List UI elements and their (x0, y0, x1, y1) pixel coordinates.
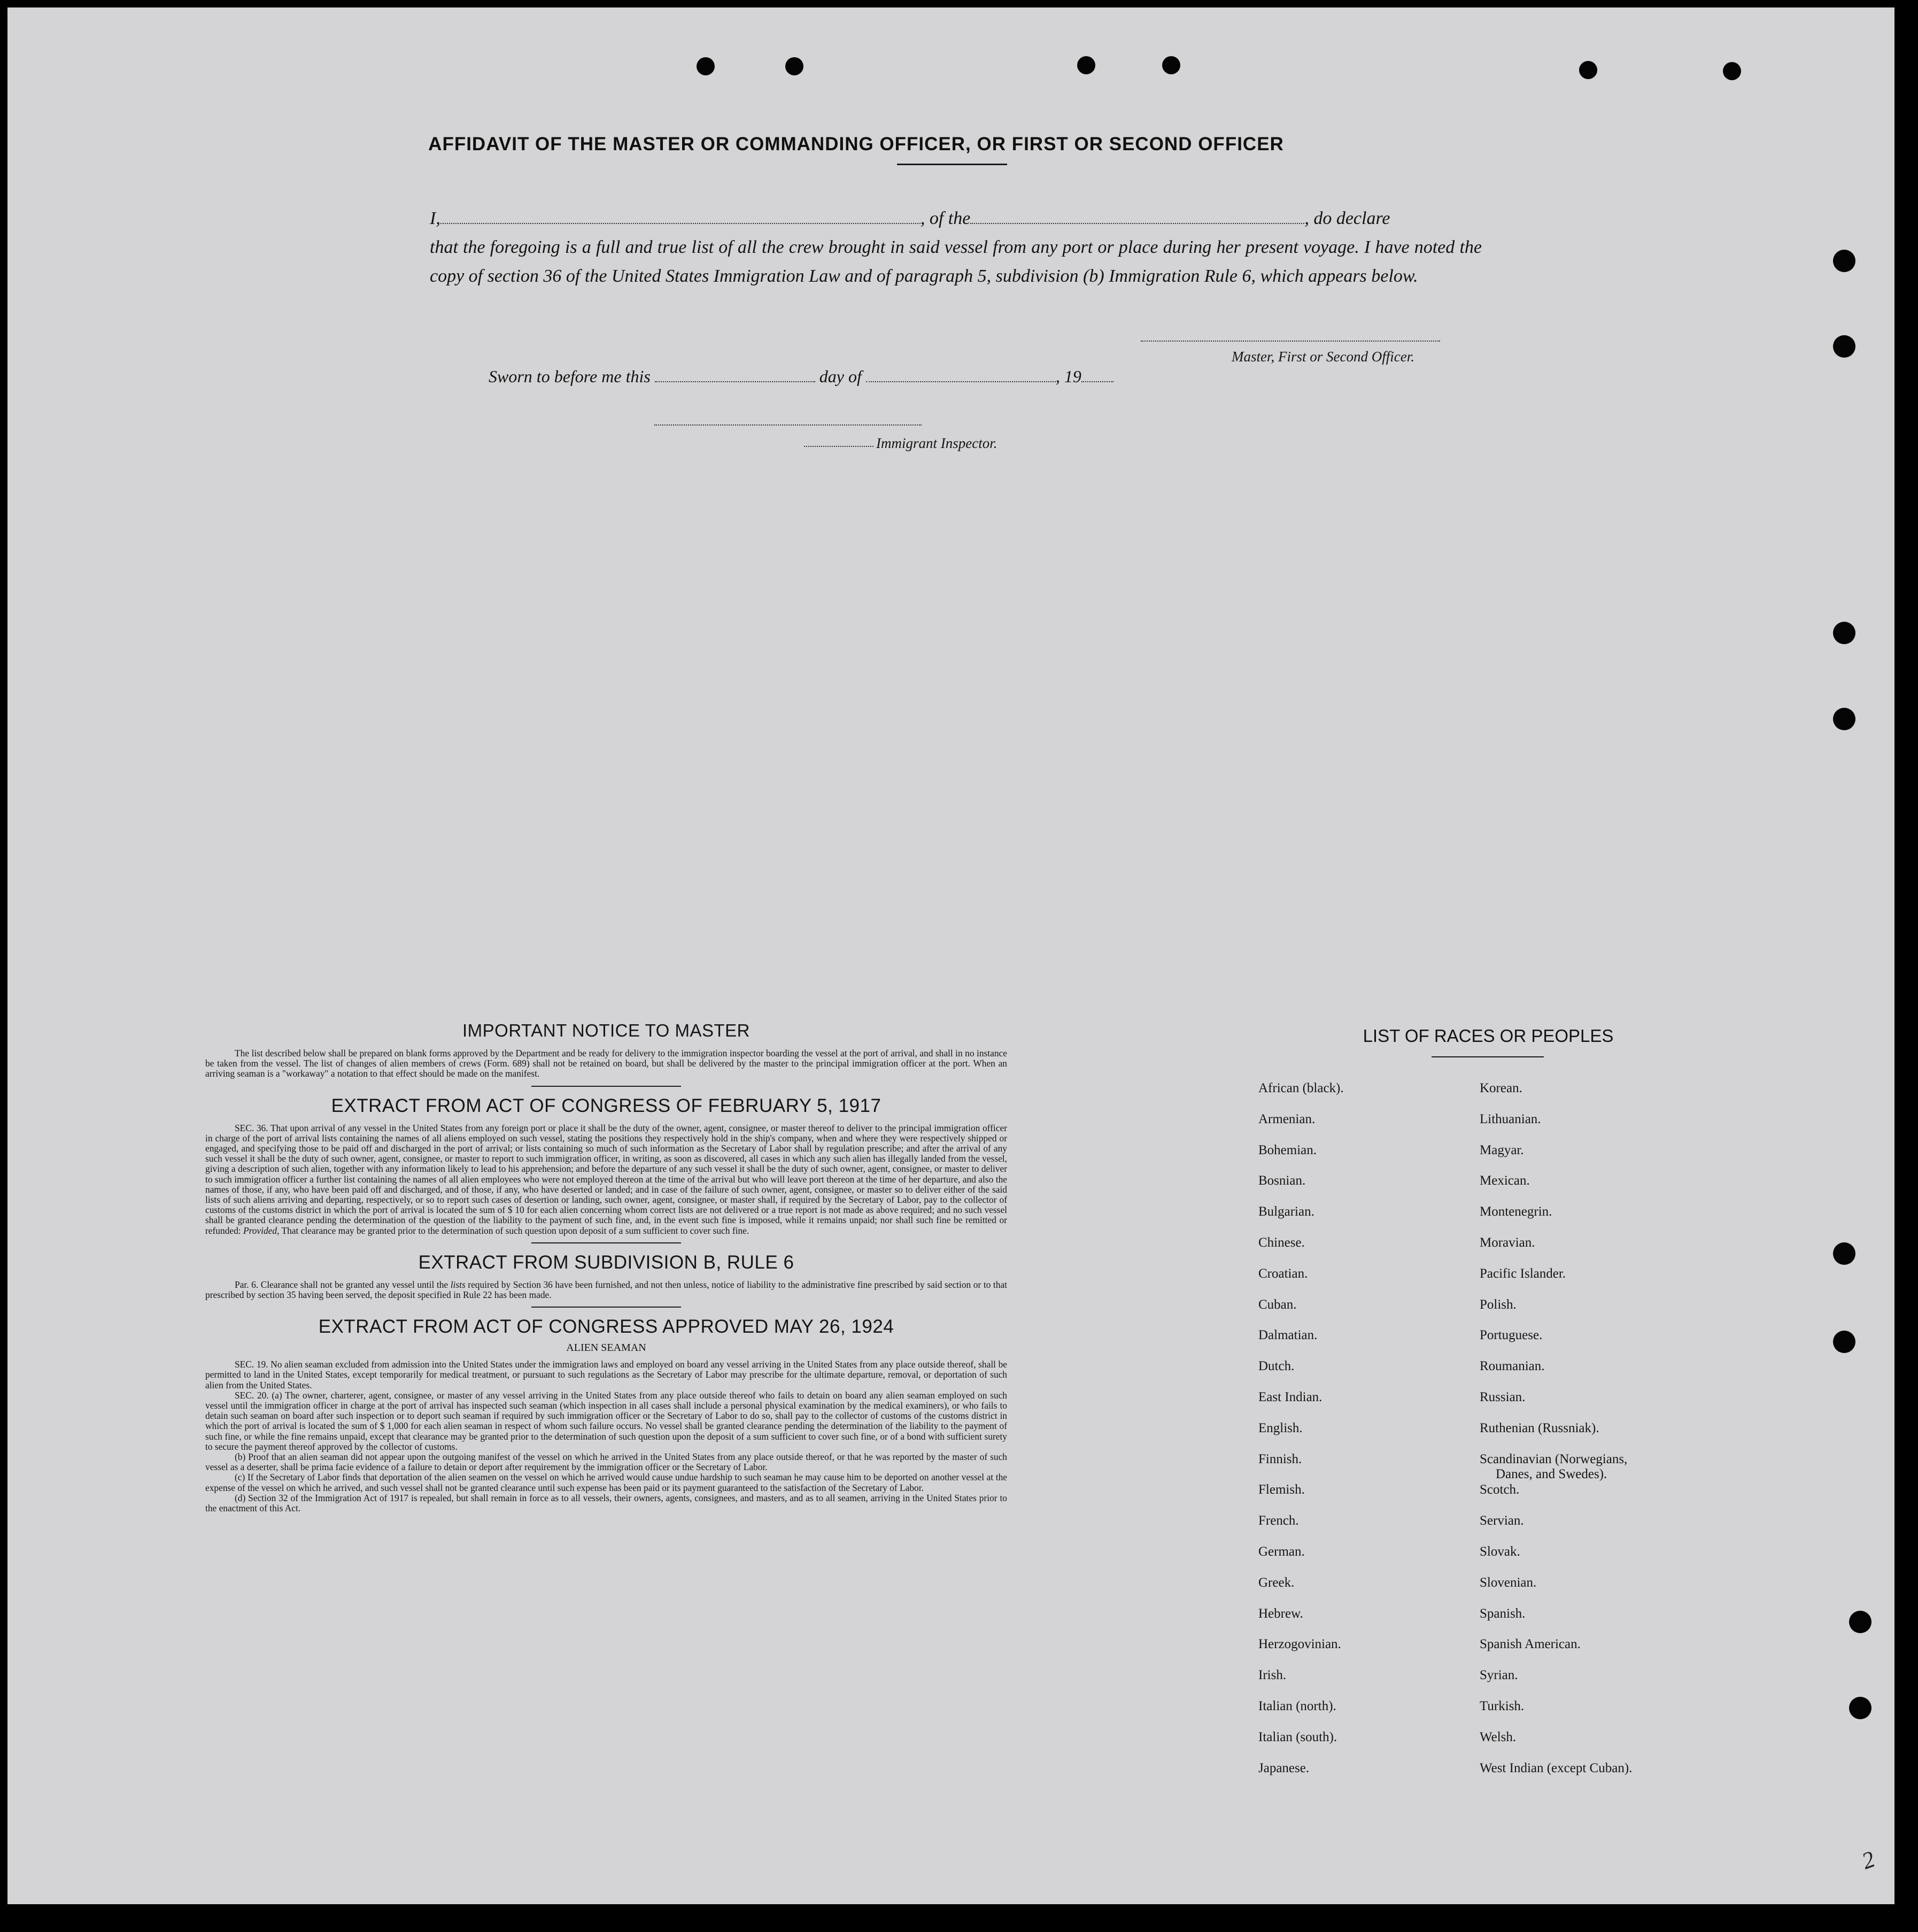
race-item: Greek. (1258, 1575, 1295, 1590)
race-item: Pacific Islander. (1480, 1266, 1566, 1281)
vessel-blank[interactable] (970, 210, 1304, 224)
punch-hole-top-1 (697, 57, 715, 75)
race-item: Mexican. (1480, 1173, 1530, 1188)
punch-hole-top-6 (1723, 62, 1741, 80)
year-blank[interactable] (1081, 368, 1113, 382)
affidavit-body (430, 204, 1482, 291)
race-item: Welsh. (1480, 1729, 1517, 1744)
race-item: African (black). (1258, 1081, 1344, 1095)
of-the-label: , of the (920, 208, 971, 228)
race-item: Scotch. (1480, 1482, 1520, 1497)
inspector-location-blank[interactable] (654, 424, 922, 426)
race-item: Moravian. (1480, 1235, 1535, 1250)
punch-hole-side-3 (1833, 622, 1855, 644)
extract-1917-main: SEC. 36. That upon arrival of any vessel in the United States from any foreign port or place it shall be the duty of the owner, agent, consignee, or master thereof to deliver to the principal immigration officer in charge of the port of arrival lists containing the names of all aliens employed on such vessel, stating the positions they respectively hold in the ship's company, when and where they were respectively shipped or engaged, and specifying those to be paid off and discharged in the port of arrival; or lists containing so much of such information as the Secretary of Labor shall by regulation prescribe; and after the arrival of any such vessel it shall be the duty of such owner, agent, consignee, or master to report to such immigration officer, in writing, as soon as discovered, all cases in which any such alien has illegally landed from the vessel, giving a description of such alien, together with any information likely to lead to his apprehension; and before the departure of any such vessel it shall be the duty of such owner, agent, consignee, or master to deliver to such immigration officer a further list containing the names of all alien employees who were not employed thereon at the time of the arrival but who will leave port thereon at the time of her departure, and also the names of those, if any, who have been paid off and discharged, and of those, if any, who have deserted or landed; and in case of the failure of such owner, agent, consignee, or master so to deliver either of the said lists of such aliens arriving and departing, respectively, or so to report such cases of desertion or landing, such owner, agent, consignee, or master shall, if required by the Secretary of Labor, pay to the collector of customs of the customs district in which the port of arrival is located the sum of $ 10 for each alien concerning whom correct lists are not delivered or a true report is not made as above required; and no such vessel shall be granted clearance pending the determination of the question of the liability to the payment of such fine, and, in the event such fine is imposed, while it remains unpaid; nor shall such fine be remitted or refunded: (205, 1122, 1007, 1236)
extract-1924-sec20c: (c) If the Secretary of Labor finds that deportation of the alien seamen on the vessel on which he arrived would cause undue hardship to such seaman he may cause him to be deported on another vessel at the expense of the vessel on which he arrived, and such vessel shall not be granted clearance until such expense has been paid or its payment guaranteed to the satisfaction of the Secretary of Labor. (205, 1472, 1007, 1493)
inspector-signature-blank[interactable] (804, 446, 873, 447)
race-item: Bulgarian. (1258, 1204, 1314, 1219)
race-item: Italian (north). (1258, 1698, 1336, 1713)
declare-label: , do declare (1304, 208, 1390, 228)
race-item-continuation: Danes, and Swedes). (1496, 1466, 1607, 1481)
legal-notices (205, 1021, 1007, 1513)
punch-hole-side-8 (1849, 1697, 1871, 1719)
officer-signature-blank[interactable] (1141, 341, 1440, 342)
punch-hole-top-4 (1162, 56, 1180, 74)
extract-1917-title: EXTRACT FROM ACT OF CONGRESS OF FEBRUARY 5, 1917 (331, 1095, 881, 1116)
notice-title: IMPORTANT NOTICE TO MASTER (462, 1021, 750, 1040)
divider (531, 1086, 681, 1087)
declaration-line (430, 204, 1482, 233)
race-item: Italian (south). (1258, 1729, 1337, 1744)
affidavit-statement: that the foregoing is a full and true list of all the crew brought in said vessel from any port or place during her present voyage. I have noted the copy of section 36 of the United States Immigration Law and of paragraph 5, subdivision (b) Immigration Rule 6, which appears below. (430, 237, 1482, 286)
sworn-prefix: Sworn to before me this (489, 367, 651, 386)
extract-rule6-title: EXTRACT FROM SUBDIVISION B, RULE 6 (418, 1251, 794, 1273)
extract-1924-sec20b: (b) Proof that an alien seaman did not appear upon the outgoing manifest of the vessel on which he arrived in the United States from any place outside thereof, or that he was reported by the master of such vessel as a deserter, shall be prima facie evidence of a failure to detain or deport after requirement by the immigration officer or the Secretary of Labor. (205, 1451, 1007, 1473)
race-item: Spanish American. (1480, 1637, 1581, 1652)
race-item: Finnish. (1258, 1451, 1302, 1466)
extract-rule6-italic: lists (450, 1279, 466, 1290)
handwritten-page-mark: 2 (1858, 1845, 1878, 1875)
race-item: English. (1258, 1420, 1303, 1435)
race-item: East Indian. (1258, 1389, 1323, 1404)
race-item: Hebrew. (1258, 1606, 1303, 1621)
punch-hole-side-4 (1833, 708, 1855, 730)
title-underline (897, 164, 1007, 165)
race-item: West Indian (except Cuban). (1480, 1760, 1633, 1775)
day-of-label: day of (819, 367, 862, 386)
race-item: Lithuanian. (1480, 1111, 1541, 1126)
races-left-column (1258, 1081, 1344, 1791)
races-title: LIST OF RACES OR PEOPLES (1363, 1026, 1614, 1046)
races-right-column (1480, 1081, 1632, 1791)
race-item: Flemish. (1258, 1482, 1305, 1497)
inspector-label: Immigrant Inspector. (876, 435, 997, 451)
races-title-underline (1432, 1056, 1544, 1057)
extract-rule6-text (205, 1280, 1007, 1300)
extract-1924-subtitle: ALIEN SEAMAN (566, 1342, 646, 1354)
race-item: Ruthenian (Russniak). (1480, 1420, 1599, 1435)
extract-1917-text (205, 1123, 1007, 1236)
extract-1924-sec20a: SEC. 20. (a) The owner, charterer, agent, consignee, or master of any vessel arriving in the United States from any place outside thereof who fails to detain on board any alien seaman employed on such vessel until the immigration officer in charge at the port of arrival has inspected such seaman (which inspection in all cases shall include a personal physical examination by the medical examiners), or who fails to detain such seaman on board after such inspection or to deport such seaman if required by such immigration officer or the Secretary of Labor to do so, shall pay to the collector of customs of the customs district in which the port of arrival is located the sum of $ 1,000 for each alien seaman in respect of whom such failure occurs. No vessel shall be granted clearance pending the determination of the liability to the payment of such fine, or while the fine remains unpaid, except that clearance may be granted prior to the determination of such question upon the deposit of a sum sufficient to cover such fine, or of a bond with sufficient surety to secure the payment thereof approved by the collector of customs. (205, 1389, 1007, 1452)
punch-hole-side-6 (1833, 1331, 1855, 1353)
document-page (7, 7, 1894, 1904)
race-item: Irish. (1258, 1668, 1287, 1683)
race-item: Russian. (1480, 1389, 1526, 1404)
race-item: Croatian. (1258, 1266, 1308, 1281)
race-item: Herzogovinian. (1258, 1637, 1341, 1652)
punch-hole-side-1 (1833, 250, 1855, 272)
race-item: Japanese. (1258, 1760, 1310, 1775)
race-item: Korean. (1480, 1081, 1522, 1095)
race-item: Montenegrin. (1480, 1204, 1552, 1219)
race-item: Magyar. (1480, 1142, 1524, 1157)
punch-hole-side-7 (1849, 1611, 1871, 1633)
punch-hole-side-5 (1833, 1242, 1855, 1265)
punch-hole-top-5 (1579, 61, 1597, 79)
divider (531, 1242, 681, 1243)
race-item: Syrian. (1480, 1668, 1518, 1683)
affidavit-title: AFFIDAVIT OF THE MASTER OR COMMANDING OFFICER, OR FIRST OR SECOND OFFICER (428, 134, 1284, 154)
race-item: Slovak. (1480, 1544, 1520, 1559)
punch-hole-top-2 (785, 57, 803, 75)
punch-hole-side-2 (1833, 335, 1855, 358)
race-item: Servian. (1480, 1513, 1524, 1528)
sworn-line (489, 367, 1113, 387)
race-item: Dutch. (1258, 1359, 1295, 1374)
day-blank[interactable] (655, 368, 815, 382)
divider (531, 1307, 681, 1308)
race-item: Armenian. (1258, 1111, 1316, 1126)
i-label: I, (430, 208, 440, 228)
race-item: Bohemian. (1258, 1142, 1317, 1157)
race-item-scandinavian (1480, 1452, 1632, 1483)
extract-rule6-end: required by Section 36 have been furnished, and not then unless, notice of liability to the administrative fine prescribed by said section or to that prescribed by section 35 having been served, the deposit specified in Rule 22 has been made. (205, 1279, 1007, 1301)
extract-1924-title: EXTRACT FROM ACT OF CONGRESS APPROVED MAY 26, 1924 (318, 1316, 894, 1338)
race-item: Roumanian. (1480, 1359, 1545, 1374)
race-item: German. (1258, 1544, 1305, 1559)
race-item: Bosnian. (1258, 1173, 1306, 1188)
race-item: Chinese. (1258, 1235, 1305, 1250)
race-item: Dalmatian. (1258, 1328, 1318, 1343)
race-item: Turkish. (1480, 1698, 1525, 1713)
punch-hole-top-3 (1077, 56, 1095, 74)
extract-rule6-main: Par. 6. Clearance shall not be granted any vessel until the (235, 1279, 451, 1290)
race-item: Portuguese. (1480, 1328, 1543, 1343)
race-item: Slovenian. (1480, 1575, 1537, 1590)
race-item: Cuban. (1258, 1297, 1297, 1312)
extract-1924-sec20d: (d) Section 32 of the Immigration Act of 1917 is repealed, but shall remain in force as to all vessels, their owners, agents, consignees, and masters, and as to all seamen, arriving in the United States prior to the enactment of this Act. (205, 1492, 1007, 1514)
officer-signature-label: Master, First or Second Officer. (1232, 349, 1414, 365)
year-prefix: , 19 (1055, 367, 1081, 386)
race-item: Polish. (1480, 1297, 1517, 1312)
race-item: French. (1258, 1513, 1299, 1528)
extract-1917-end: That clearance may be granted prior to the determination of such question upon deposit of a sum sufficient to cover such fine. (279, 1225, 749, 1236)
race-item-text: Scandinavian (Norwegians, (1480, 1451, 1628, 1466)
month-blank[interactable] (866, 368, 1056, 382)
name-blank[interactable] (440, 210, 921, 224)
race-item: Spanish. (1480, 1606, 1526, 1621)
extract-1924-sec19: SEC. 19. No alien seaman excluded from admission into the United States under the immigration laws and employed on board any vessel arriving in the United States from any place outside thereof, shall be permitted to land in the United States, except temporarily for medical treatment, or pursuant to such regulations as the Secretary of Labor may prescribe for the ultimate departure, removal, or deportation of such alien from the United States. (205, 1359, 1007, 1390)
extract-1917-italic: Provided, (243, 1225, 280, 1236)
notice-text: The list described below shall be prepared on blank forms approved by the Department and be ready for delivery to the immigration inspector boarding the vessel at the port of arrival, and shall in no instance be taken from the vessel. The list of changes of alien members of crews (Form. 689) shall not be retained on board, but shall be delivered by the master to the principal immigration officer at the port. When an arriving seaman is a "workaway" a notation to that effect should be made on the manifest. (205, 1048, 1007, 1079)
